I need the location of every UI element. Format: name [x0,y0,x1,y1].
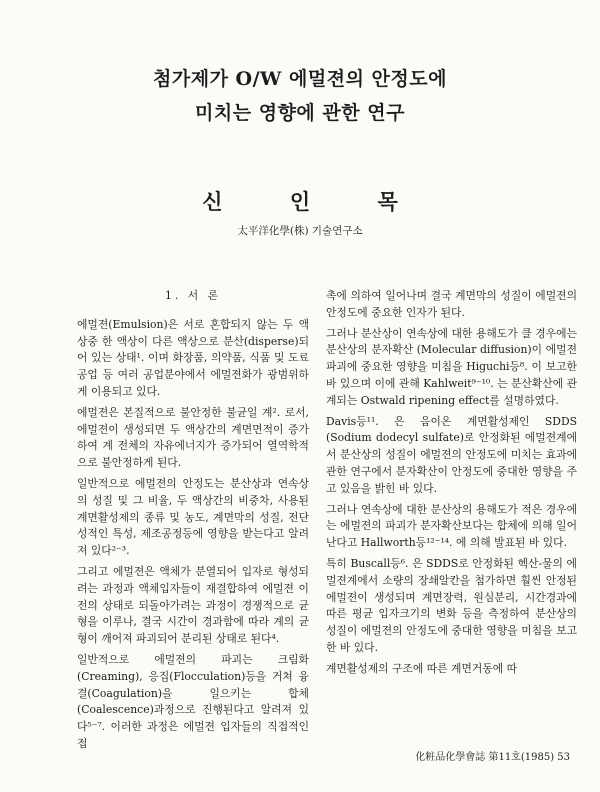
left-column [77,288,309,757]
paragraph: 촉에 의하여 일어나며 결국 계면막의 성질이 에멀젼의 안정도에 중요한 인자가 된다. [326,289,577,319]
paper-title-line2: 미치는 영향에 관한 연구 [195,102,405,124]
paragraph: 에멀젼(Emulsion)은 서로 혼합되지 않는 두 액상중 한 액상이 다른 액상으로 분산(disperse)되어 있는 상태¹. 이며 화장품, 의약품, 식품 및 도료공업 등 여러 공업분야에서 에멀젼화가 광범위하게 이용되고 있다. [77,317,309,398]
author-affiliation: 太平洋化學(株) 기술연구소 [237,225,363,237]
paragraph: 계면활성제의 구조에 따른 계면거동에 따 [326,661,518,675]
author-name: 신 인 목 [202,189,428,214]
paragraph: 그러나 분산상이 연속상에 대한 용해도가 클 경우에는 분산상의 분자확산 (Molecular diffusion)이 에멀젼 파괴에 중요한 영향을 미침을 Higuchi등⁸. 이 보고한 바 있으며 이에 관해 Kahlweit⁹⁻¹⁰. 는 분산확산에 관계되는 Ostwald ripening effect를 설명하였다. [326,326,577,407]
section-heading: 1. 서 론 [164,289,222,302]
paragraph: 특히 Buscall등⁶. 은 SDDS로 안정화된 헥산-물의 에멀젼계에서 소량의 장쇄알칸을 첨가하면 훨씬 안정된 에멀젼이 생성되며 계면장력, 원심분리, 시간경과에 따른 평균 입자크기의 변화 등을 측정하여 분산상의 성질이 에멀젼의 안정도에 중대한 영향을 미침을 보고한 바 있다. [326,556,577,654]
paper-title-line1: 첨가제가 O/W 에멀젼의 안정도에 [153,68,447,90]
paragraph: 에멀젼은 본질적으로 불안정한 불균일 계². 로서, 에멀젼이 생성되면 두 액상간의 계면면적이 증가하여 계 전체의 자유에너지가 증가되어 열역학적으로 불안정하게 된다. [77,405,309,470]
paragraph: Davis등¹¹. 은 음이온 계면활성제인 SDDS (Sodium dodecyl sulfate)로 안정화된 에멀젼계에서 분산상의 성질이 에멀젼의 안정도에 미치는 효과에 관한 연구에서 분자확산이 안정도에 중대한 영향을 주고 있음을 밝힌 바 있다. [326,414,577,495]
paragraph: 그러나 연속상에 대한 분산상의 용해도가 적은 경우에는 에멀젼의 파괴가 분자확산보다는 합체에 의해 일어난다고 Hallworth등¹²⁻¹⁴. 에 의해 발표된 바 있다. [326,502,577,550]
paragraph: 일반적으로 에멀젼의 안정도는 분산상과 연속상의 성질 및 그 비율, 두 액상간의 비중차, 사용된 계면활성제의 종류 및 농도, 계면막의 성질, 전단성적인 특성, 제조공정등에 영향을 받는다고 알려져 있다²⁻³. [77,476,309,558]
paragraph: 일반적으로 에멀젼의 파괴는 크림화(Creaming), 응집(Flocculation)등을 거쳐 융결(Coagulation)을 일으키는 합체(Coalescence)과정으로 진행된다고 알려져 있다⁵⁻⁷. 이러한 과정은 에멀젼 입자들의 직접적인 접 [77,652,309,750]
paragraph: 그리고 에멀젼은 액체가 분열되어 입자로 형성되려는 과정과 액체입자들이 재결합하여 에멀젼 이전의 상태로 되돌아가려는 과정이 경쟁적으로 균형을 이루나, 결국 시간이 경과함에 따라 계의 균형이 깨어져 파괴되어 분리된 상태로 된다⁴. [77,564,309,646]
right-column [326,288,577,682]
journal-footer: 化粧品化學會誌 第11호(1985) 53 [415,752,570,763]
